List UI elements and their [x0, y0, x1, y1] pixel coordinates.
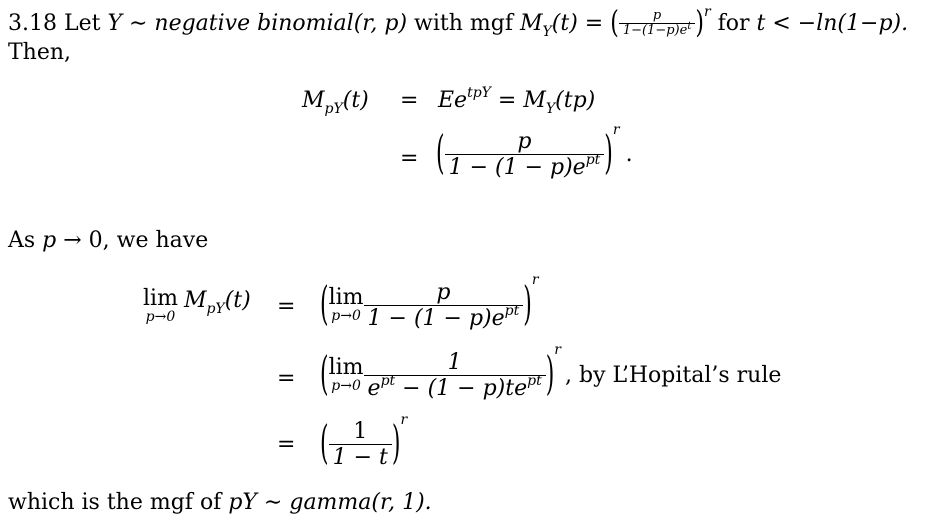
eq2-row1: ( lim p→0 $\frac{p}{1 - (1 - p)e^{pt}}$ ) r	[320, 272, 539, 332]
eq1-fraction: $\frac{p}{1 - (1 - p)e^{pt}}$	[445, 129, 605, 180]
eq2-row3: ( $\frac{1}{1 - t}$ ) r	[320, 412, 408, 471]
mgf-arg: (t) =	[551, 11, 611, 36]
eq1-rhs-1: $Ee^{tpY} = M_Y(tp)$	[438, 85, 596, 117]
eq2-row2: ( lim p→0 $\frac{1}{e^{pt} - (1 - p)te^{pt}}$ ) r , by L’Hopital’s rule	[320, 342, 782, 402]
mgf-M: M	[520, 11, 543, 36]
sim-symbol: ∼	[121, 11, 155, 36]
lhopital-note: , by L’Hopital’s rule	[565, 362, 782, 388]
mgf-subscript: Y	[542, 24, 552, 40]
eq1-lhs: $M_{pY}(t)$	[302, 88, 369, 117]
eq2-equals-3: =	[277, 432, 296, 457]
eq1-power: r	[612, 122, 620, 138]
eq2-row3-fraction: $\frac{1}{1 - t}$	[329, 419, 392, 470]
eq1-period: .	[625, 141, 633, 167]
as-line: As p → 0, we have	[8, 228, 209, 253]
eq2-row2-fraction: $\frac{1}{e^{pt} - (1 - p)te^{pt}}$	[364, 350, 546, 401]
then-text: Then,	[8, 40, 72, 65]
eq2-equals-2: =	[277, 366, 296, 391]
with-mgf-text: with mgf	[407, 11, 520, 36]
eq2-equals-1: =	[277, 294, 296, 319]
var-Y: Y	[107, 11, 122, 36]
condition: t < −ln(1−p).	[756, 11, 909, 36]
intro-line: 3.18 Let Y ∼ negative binomial(r, p) with mgf $M_Y(t)$ = ( $\frac{p}{1-(1-p)e^t}$ )$^r$ for t < −ln(1−p).	[8, 4, 909, 41]
intro-prefix: 3.18 Let	[8, 11, 108, 36]
distribution-name: negative binomial	[154, 11, 354, 36]
distribution-params: (r, p)	[353, 11, 408, 36]
conclusion-line: which is the mgf of pY ∼ gamma(r, 1).	[8, 490, 432, 515]
eq1-equals-2: =	[400, 146, 419, 171]
eq2-row1-fraction: $\frac{p}{1 - (1 - p)e^{pt}}$	[364, 280, 524, 331]
eq1-rhs-2: ( $\frac{p}{1 - (1 - p)e^{pt}}$ ) r .	[436, 122, 633, 181]
for-text: for	[710, 11, 757, 36]
eq1-equals-1: =	[400, 88, 419, 113]
eq2-lhs: lim p→0 $M_{pY}(t)$	[143, 286, 251, 325]
intro-fraction: $\frac{p}{1-(1-p)e^t}$	[619, 9, 696, 39]
intro-power: r	[703, 4, 711, 20]
